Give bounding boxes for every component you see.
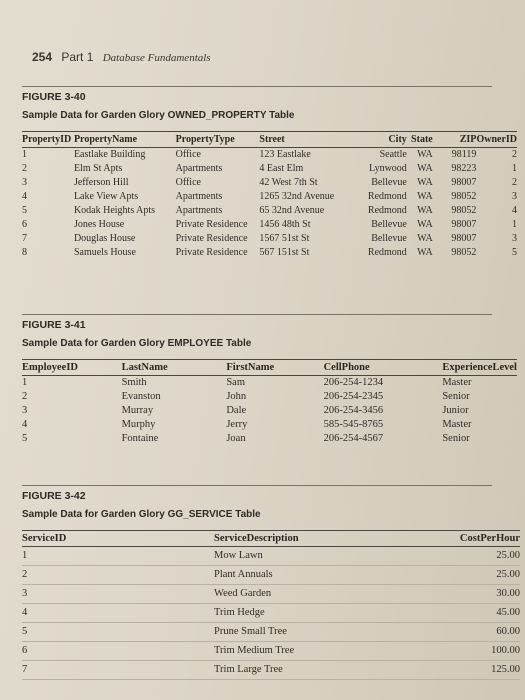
table-cell: 25.00	[496, 550, 520, 561]
owned-property-table	[22, 131, 517, 260]
table-cell: Prune Small Tree	[214, 626, 287, 637]
table-row	[22, 547, 520, 566]
table-row	[22, 218, 517, 232]
table-row	[22, 642, 520, 661]
table-cell: 60.00	[496, 626, 520, 637]
column-header: FirstName	[226, 360, 323, 376]
table-row	[22, 162, 517, 176]
table-cell: 6	[22, 645, 28, 656]
table-cell: 98007	[451, 177, 477, 188]
table-cell: Lynwood	[369, 163, 407, 174]
table-cell: 7	[22, 664, 28, 675]
table-cell: Jones House	[73, 219, 125, 230]
figure-caption: Sample Data for Garden Glory OWNED_PROPERTY Table	[22, 110, 295, 121]
table-cell: Private Residence	[175, 233, 248, 244]
column-header: City	[349, 132, 407, 148]
table-cell: 2	[512, 177, 517, 188]
column-header: LastName	[122, 360, 227, 376]
table-cell: 3	[22, 177, 27, 188]
table-cell: 1567 51st St	[259, 233, 310, 244]
table-body	[22, 148, 517, 261]
column-header: EmployeeID	[22, 360, 122, 376]
table-cell: Bellevue	[371, 177, 407, 188]
table-cell: 3	[512, 233, 517, 244]
table-cell: Dale	[226, 405, 247, 416]
table-row	[22, 390, 517, 404]
table-cell: WA	[417, 247, 433, 258]
table-cell: 5	[22, 433, 28, 444]
table-row	[22, 190, 517, 204]
column-header: CellPhone	[324, 360, 443, 376]
table-cell: 4	[22, 191, 27, 202]
figure-owned-property	[22, 86, 525, 260]
table-cell: 98119	[451, 149, 477, 160]
table-cell: Eastlake Building	[73, 149, 146, 160]
table-row	[22, 148, 517, 163]
table-cell: Office	[175, 177, 201, 188]
column-header: State	[407, 132, 433, 148]
table-row	[22, 604, 520, 623]
table-row	[22, 404, 517, 418]
table-cell: Jefferson Hill	[73, 177, 129, 188]
table-cell: 98052	[451, 205, 477, 216]
table-cell: WA	[417, 219, 433, 230]
table-cell: Murphy	[121, 419, 156, 430]
table-cell: Apartments	[175, 191, 223, 202]
table-cell: 25.00	[496, 569, 520, 580]
table-cell: 1	[512, 219, 517, 230]
table-cell: 1	[22, 377, 28, 388]
figure-label: FIGURE 3-42	[22, 485, 492, 502]
table-cell: 4	[512, 205, 517, 216]
table-cell: 45.00	[496, 607, 520, 618]
table-cell: 98052	[451, 247, 477, 258]
table-cell: 2	[22, 391, 28, 402]
table-cell: Bellevue	[371, 233, 407, 244]
table-cell: Redmond	[367, 205, 407, 216]
table-cell: 5	[22, 626, 28, 637]
table-cell: 1265 32nd Avenue	[259, 191, 335, 202]
table-cell: 206-254-2345	[323, 391, 384, 402]
table-cell: 4	[22, 607, 28, 618]
running-head	[32, 50, 211, 64]
table-cell: WA	[417, 205, 433, 216]
table-cell: Smith	[121, 377, 147, 388]
table-cell: 1	[22, 550, 28, 561]
table-cell: Private Residence	[175, 247, 248, 258]
table-cell: Samuels House	[73, 247, 136, 258]
table-cell: 4	[22, 419, 28, 430]
table-cell: Junior	[442, 405, 469, 416]
table-row	[22, 432, 517, 446]
table-cell: 206-254-3456	[323, 405, 384, 416]
table-header-row	[22, 531, 520, 547]
table-cell: Sam	[226, 377, 245, 388]
table-row	[22, 661, 520, 680]
column-header: PropertyName	[74, 132, 176, 148]
column-header: PropertyID	[22, 132, 74, 148]
table-cell: Apartments	[175, 163, 223, 174]
figure-employee	[22, 314, 525, 446]
table-cell: Redmond	[367, 247, 407, 258]
column-header: CostPerHour	[428, 531, 520, 547]
table-cell: 1456 48th St	[259, 219, 311, 230]
table-cell: WA	[417, 233, 433, 244]
table-cell: 6	[22, 219, 27, 230]
table-cell: WA	[417, 163, 433, 174]
table-cell: 206-254-4567	[323, 433, 384, 444]
table-cell: Trim Hedge	[214, 607, 265, 618]
table-cell: Douglas House	[73, 233, 136, 244]
table-cell: Kodak Heights Apts	[73, 205, 156, 216]
table-row	[22, 232, 517, 246]
column-header: Street	[259, 132, 349, 148]
column-header: OwnerID	[476, 132, 517, 148]
table-cell: 5	[22, 205, 27, 216]
table-cell: 123 Eastlake	[259, 149, 311, 160]
table-cell: 98007	[451, 233, 477, 244]
gg-service-table	[22, 530, 520, 680]
table-cell: 100.00	[491, 645, 520, 656]
table-cell: 3	[22, 588, 28, 599]
table-cell: 98007	[451, 219, 477, 230]
table-header-row	[22, 132, 517, 148]
table-cell: Senior	[442, 391, 470, 402]
table-cell: Private Residence	[175, 219, 248, 230]
table-row	[22, 623, 520, 642]
part-label: Part 1	[61, 50, 94, 64]
table-cell: Weed Garden	[214, 588, 272, 599]
table-cell: 585-545-8765	[323, 419, 384, 430]
table-row	[22, 418, 517, 432]
table-cell: 567 151st St	[259, 247, 310, 258]
figure-label: FIGURE 3-41	[22, 314, 492, 331]
table-cell: Trim Large Tree	[214, 664, 283, 675]
column-header: ExperienceLevel	[442, 360, 517, 376]
employee-table	[22, 359, 517, 446]
table-cell: 8	[22, 247, 27, 258]
table-cell: 3	[512, 191, 517, 202]
table-cell: Bellevue	[371, 219, 407, 230]
table-cell: 30.00	[496, 588, 520, 599]
table-cell: 42 West 7th St	[259, 177, 318, 188]
table-cell: 2	[22, 163, 27, 174]
table-header-row	[22, 360, 517, 376]
table-cell: 1	[512, 163, 517, 174]
table-row	[22, 246, 517, 260]
table-cell: Office	[175, 149, 201, 160]
table-cell: Senior	[442, 433, 470, 444]
table-body	[22, 376, 517, 447]
table-cell: 98052	[451, 191, 477, 202]
table-row	[22, 566, 520, 585]
table-cell: Elm St Apts	[73, 163, 123, 174]
table-cell: Mow Lawn	[214, 550, 263, 561]
table-cell: 3	[22, 405, 28, 416]
table-row	[22, 176, 517, 190]
table-cell: 1	[22, 149, 27, 160]
column-header: PropertyType	[176, 132, 260, 148]
table-cell: WA	[417, 177, 433, 188]
table-cell: Redmond	[367, 191, 407, 202]
table-cell: 125.00	[491, 664, 520, 675]
table-row	[22, 585, 520, 604]
table-cell: Plant Annuals	[214, 569, 273, 580]
figure-label: FIGURE 3-40	[22, 86, 492, 103]
table-row	[22, 204, 517, 218]
table-cell: 4 East Elm	[259, 163, 304, 174]
table-cell: 2	[512, 149, 517, 160]
figure-caption: Sample Data for Garden Glory EMPLOYEE Table	[22, 338, 252, 349]
figure-caption: Sample Data for Garden Glory GG_SERVICE Table	[22, 509, 261, 520]
table-row	[22, 376, 517, 391]
table-cell: Master	[442, 377, 472, 388]
figure-gg-service	[22, 485, 525, 680]
table-cell: 65 32nd Avenue	[259, 205, 325, 216]
table-cell: 98223	[451, 163, 477, 174]
column-header: ServiceDescription	[214, 531, 428, 547]
table-cell: Evanston	[121, 391, 161, 402]
table-cell: Fontaine	[121, 433, 159, 444]
table-cell: WA	[417, 149, 433, 160]
table-cell: Trim Medium Tree	[214, 645, 295, 656]
page-number: 254	[32, 50, 53, 64]
table-cell: Lake View Apts	[73, 191, 139, 202]
table-cell: 2	[22, 569, 28, 580]
table-cell: John	[226, 391, 247, 402]
table-cell: Joan	[226, 433, 246, 444]
table-body	[22, 547, 520, 680]
column-header: ServiceID	[22, 531, 214, 547]
table-cell: Murray	[121, 405, 154, 416]
book-title: Database Fundamentals	[102, 52, 211, 64]
table-cell: Master	[442, 419, 472, 430]
table-cell: Apartments	[175, 205, 223, 216]
table-cell: 206-254-1234	[323, 377, 384, 388]
table-cell: WA	[417, 191, 433, 202]
table-cell: Jerry	[226, 419, 248, 430]
column-header: ZIP	[433, 132, 477, 148]
table-cell: Seattle	[379, 149, 407, 160]
table-cell: 5	[512, 247, 517, 258]
table-cell: 7	[22, 233, 27, 244]
